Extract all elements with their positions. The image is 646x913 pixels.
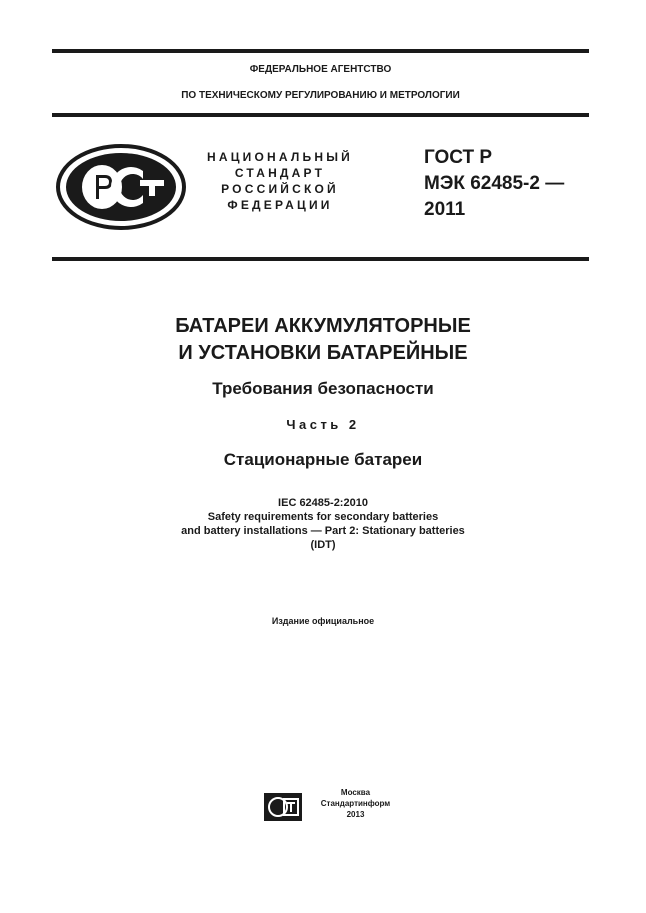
publisher-name: Стандартинформ	[320, 799, 391, 808]
national-standard-line-4: ФЕДЕРАЦИИ	[227, 198, 333, 212]
designation-line-2: МЭК 62485-2 —	[424, 173, 565, 194]
agency-line-2: ПО ТЕХНИЧЕСКОМУ РЕГУЛИРОВАНИЮ И МЕТРОЛОГИИ	[181, 90, 460, 101]
part-title: Стационарные батареи	[223, 450, 423, 469]
top-rule	[52, 49, 589, 53]
publisher-year: 2013	[346, 810, 365, 819]
iec-line-3: and battery installations — Part 2: Stationary batteries	[181, 525, 465, 537]
designation-line-3: 2011	[424, 199, 466, 220]
national-standard-line-3: РОССИЙСКОЙ	[221, 182, 339, 196]
agency-line-1: ФЕДЕРАЛЬНОЕ АГЕНТСТВО	[249, 64, 392, 75]
iec-line-2: Safety requirements for secondary batteries	[207, 511, 439, 523]
iec-line-1: IEC 62485-2:2010	[278, 497, 368, 509]
national-standard-label	[190, 149, 370, 213]
rst-emblem-icon	[55, 143, 187, 236]
iec-reference	[0, 496, 646, 552]
publisher-info	[308, 787, 403, 820]
document-subtitle: Требования безопасности	[212, 379, 434, 398]
national-standard-line-1: НАЦИОНАЛЬНЫЙ	[206, 150, 354, 164]
header-rule	[52, 113, 589, 117]
national-standard-line-2: СТАНДАРТ	[234, 166, 326, 180]
title-line-1: БАТАРЕИ АККУМУЛЯТОРНЫЕ	[175, 315, 471, 337]
edition-label: Издание официальное	[271, 616, 375, 626]
standard-designation	[424, 145, 564, 223]
iec-line-4: (IDT)	[310, 539, 336, 551]
standartinform-logo-icon	[264, 793, 302, 826]
publisher-city: Москва	[340, 788, 371, 797]
designation-line-1: ГОСТ Р	[424, 147, 493, 168]
divider-rule	[52, 257, 589, 261]
document-title	[0, 313, 646, 367]
title-line-2: И УСТАНОВКИ БАТАРЕЙНЫЕ	[178, 342, 468, 364]
part-label: Часть 2	[286, 417, 360, 432]
